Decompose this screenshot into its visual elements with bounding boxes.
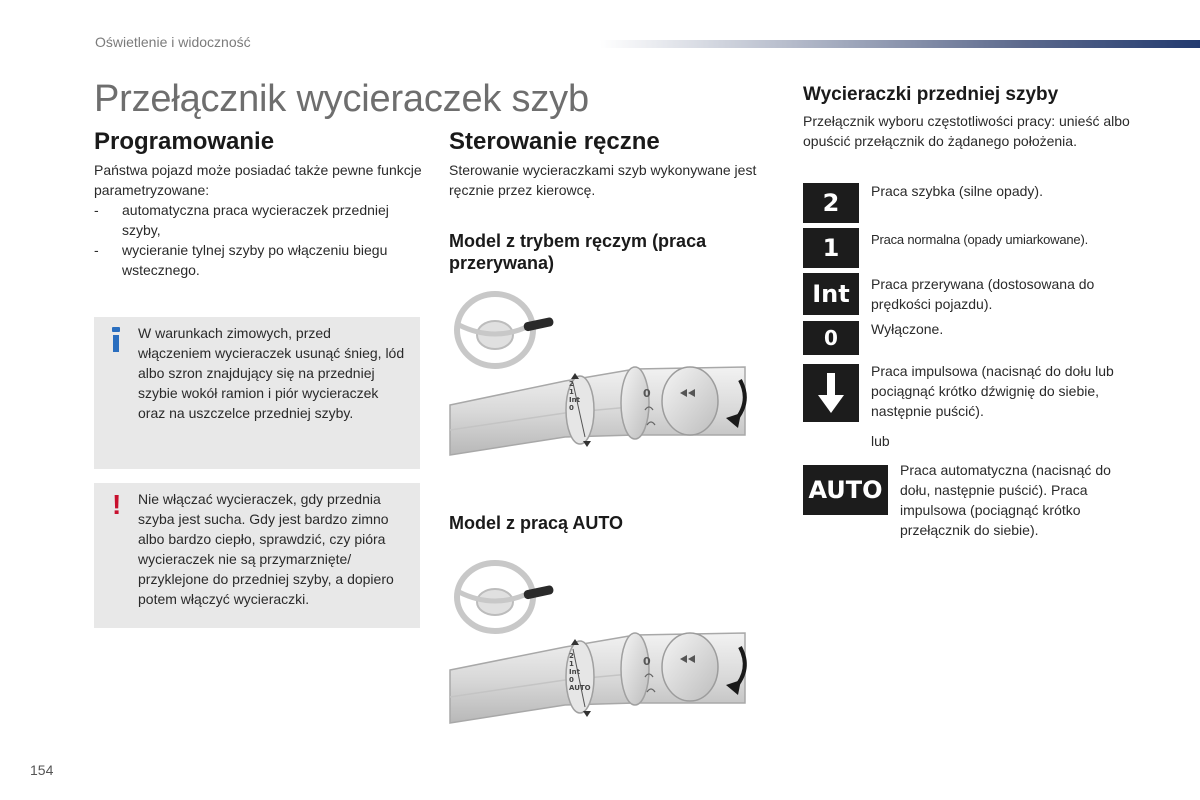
section-label: Oświetlenie i widoczność — [95, 34, 251, 50]
stalk-position-labels-auto: 2 1 Int 0 AUTO — [569, 652, 591, 692]
position-0-desc: Wyłączone. — [871, 321, 944, 337]
position-2-desc: Praca szybka (silne opady). — [871, 183, 1043, 199]
info-icon — [112, 327, 120, 352]
warning-note — [94, 483, 420, 628]
info-note-text: W warunkach zimowych, przed włączeniem wycieraczek usunąć śnieg, lód albo szron znajdujący się na przedniej szybie wokół ramion i piór wycieraczek oraz na uszczelce przedniej szyby. — [138, 325, 405, 421]
model-auto-title: Model z pracą AUTO — [449, 513, 624, 533]
position-0-symbol: 0 — [803, 321, 859, 355]
down-arrow-icon — [803, 364, 859, 422]
manual-control-intro: Sterowanie wycieraczkami szyb wykonywane jest ręcznie przez kierowcę. — [449, 162, 757, 198]
stalk-position-labels-intermittent: 2 1 Int 0 — [569, 380, 580, 412]
svg-text:0: 0 — [643, 655, 651, 668]
page-number: 154 — [30, 762, 54, 778]
position-int-symbol: Int — [803, 273, 859, 315]
programming-heading: Programowanie — [94, 128, 275, 155]
position-1-symbol: 1 — [803, 228, 859, 268]
page-title: Przełącznik wycieraczek szyb — [94, 78, 589, 120]
svg-text:0: 0 — [643, 387, 651, 400]
steering-wheel-icon — [457, 563, 554, 631]
model-intermittent-title: Model z trybem ręczym (praca przerywana) — [449, 231, 707, 273]
auto-desc: Praca automatyczna (nacisnąć do dołu, następnie puścić). Praca impulsowa (pociągnąć krótko przełącznik do siebie). — [900, 462, 1111, 538]
programming-list — [94, 200, 429, 280]
header-bar — [600, 40, 1200, 48]
warning-note-text: Nie włączać wycieraczek, gdy przednia szyba jest sucha. Gdy jest bardzo zimno albo bardzo ciepło, sprawdzić, czy pióra wycieraczek nie są przymarznięte/ przyklejone do przedniej szyby, a dopiero potem włączyć wycieraczki. — [138, 491, 394, 607]
impulse-desc: Praca impulsowa (nacisnąć do dołu lub pociągnąć krótko dźwignię do siebie, następnie puścić). — [871, 363, 1114, 419]
position-2-symbol: 2 — [803, 183, 859, 223]
auto-symbol: AUTO — [803, 465, 888, 515]
manual-control-heading: Sterowanie ręczne — [449, 128, 660, 155]
or-label: lub — [871, 433, 890, 449]
front-wipers-heading: Wycieraczki przedniej szyby — [803, 84, 1059, 105]
list-item: - wycieranie tylnej szyby po włączeniu biegu wstecznego. — [94, 242, 388, 278]
wiper-stalk-illustration-auto — [445, 555, 770, 730]
wiper-stalk-illustration-intermittent — [445, 285, 770, 465]
position-1-desc: Praca normalna (opady umiarkowane). — [871, 232, 1088, 247]
warning-icon: ! — [112, 489, 122, 520]
info-note — [94, 317, 420, 469]
steering-wheel-icon — [457, 294, 554, 366]
front-wipers-intro: Przełącznik wyboru częstotliwości pracy: unieść albo opuścić przełącznik do żądanego położenia. — [803, 113, 1130, 149]
programming-intro: Państwa pojazd może posiadać także pewne funkcje parametryzowane: — [94, 162, 422, 198]
list-item: - automatyczna praca wycieraczek przedniej szyby, — [94, 202, 389, 238]
position-int-desc: Praca przerywana (dostosowana do prędkości pojazdu). — [871, 276, 1095, 312]
